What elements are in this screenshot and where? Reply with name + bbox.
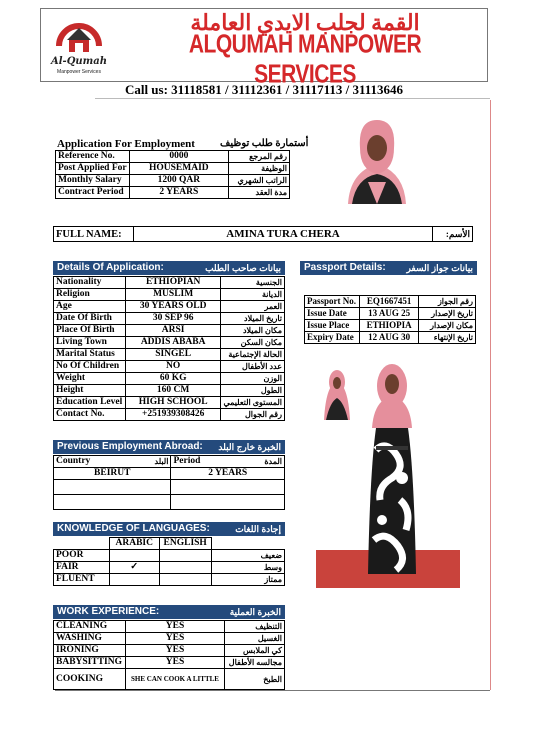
row-label-arabic: الوظيفة bbox=[229, 163, 290, 175]
column-header-period: Period bbox=[173, 456, 201, 466]
table-row bbox=[54, 621, 285, 633]
english-cell bbox=[159, 574, 211, 586]
row-label-arabic: المستوى التعليمي bbox=[221, 397, 285, 409]
table-row bbox=[305, 320, 476, 332]
table-row bbox=[56, 187, 290, 199]
full-name-value: AMINA TURA CHERA bbox=[133, 227, 432, 242]
divider bbox=[490, 100, 491, 690]
section-title-arabic: إجادة اللغات bbox=[235, 524, 281, 534]
table-row bbox=[54, 633, 285, 645]
row-label-arabic: الطول bbox=[221, 385, 285, 397]
row-label-arabic: عدد الأطفال bbox=[221, 361, 285, 373]
table-row bbox=[54, 550, 285, 562]
row-label-arabic: العمر bbox=[221, 301, 285, 313]
full-body-photo bbox=[316, 350, 460, 588]
table-row bbox=[54, 645, 285, 657]
row-value: 30 YEARS OLD bbox=[125, 301, 221, 313]
row-label: Expiry Date bbox=[305, 332, 360, 344]
row-label: Religion bbox=[54, 289, 126, 301]
row-label: Date Of Birth bbox=[54, 313, 126, 325]
row-label-arabic: مدة العقد bbox=[229, 187, 290, 199]
details-section-bar bbox=[53, 261, 285, 275]
table-row bbox=[56, 163, 290, 175]
row-label: Issue Place bbox=[305, 320, 360, 332]
logo-name: Al-Qumah bbox=[50, 56, 108, 67]
column-header-country: Country bbox=[56, 456, 91, 466]
row-label-arabic: مجالسه الأطفال bbox=[225, 657, 285, 669]
english-cell bbox=[159, 562, 211, 574]
row-value: 160 CM bbox=[125, 385, 221, 397]
languages-table bbox=[53, 537, 285, 586]
row-label: Marital Status bbox=[54, 349, 126, 361]
full-name-label-arabic: الأسم: bbox=[433, 227, 473, 242]
work-experience-section-bar bbox=[53, 605, 285, 619]
row-value: 13 AUG 25 bbox=[359, 308, 419, 320]
row-label-arabic: تاريخ الإنتهاء bbox=[419, 332, 476, 344]
row-label-arabic: رقم المرجع bbox=[229, 151, 290, 163]
table-header-row bbox=[54, 456, 285, 468]
row-value: EQ1667451 bbox=[359, 296, 419, 308]
section-title-arabic: بيانات صاحب الطلب bbox=[205, 263, 281, 273]
divider bbox=[95, 98, 490, 99]
row-label: Monthly Salary bbox=[56, 175, 130, 187]
arabic-cell: ✓ bbox=[109, 562, 159, 574]
row-label: No Of Children bbox=[54, 361, 126, 373]
row-value: YES bbox=[125, 645, 224, 657]
row-label-arabic: الديانة bbox=[221, 289, 285, 301]
row-value: SHE CAN COOK A LITTLE bbox=[125, 669, 224, 690]
section-title-arabic: الخبرة خارج البلد bbox=[218, 442, 281, 452]
row-value: ETHIOPIA bbox=[359, 320, 419, 332]
row-label-arabic: مكان السكن bbox=[221, 337, 285, 349]
arabic-cell bbox=[109, 550, 159, 562]
table-row bbox=[54, 468, 285, 480]
table-row bbox=[54, 361, 285, 373]
section-title: Passport Details: bbox=[304, 262, 386, 273]
row-value: +251939308426 bbox=[125, 409, 221, 421]
table-row bbox=[54, 325, 285, 337]
row-label: Age bbox=[54, 301, 126, 313]
row-label: Issue Date bbox=[305, 308, 360, 320]
form-title-arabic: أستمارة طلب توظيف bbox=[220, 138, 309, 149]
row-label: IRONING bbox=[54, 645, 126, 657]
table-row bbox=[54, 349, 285, 361]
period-cell bbox=[171, 480, 285, 495]
logo-subtitle: Manpower Services bbox=[57, 69, 101, 75]
row-label: Education Level bbox=[54, 397, 126, 409]
table-row bbox=[54, 373, 285, 385]
row-value: MUSLIM bbox=[125, 289, 221, 301]
column-header-period-arabic: المدة bbox=[264, 457, 282, 466]
country-cell bbox=[54, 495, 171, 510]
table-row bbox=[54, 574, 285, 586]
row-value: YES bbox=[125, 633, 224, 645]
table-row bbox=[54, 409, 285, 421]
section-title: WORK EXPERIENCE: bbox=[57, 606, 160, 617]
table-row bbox=[54, 657, 285, 669]
arabic-company-title: القمة لجلب الايدي العاملة bbox=[190, 10, 420, 35]
row-label: Height bbox=[54, 385, 126, 397]
row-label-arabic: الوزن bbox=[221, 373, 285, 385]
row-label: Post Applied For bbox=[56, 163, 130, 175]
row-value: YES bbox=[125, 621, 224, 633]
table-row bbox=[54, 397, 285, 409]
row-value: ARSI bbox=[125, 325, 221, 337]
row-label-arabic: تاريخ الميلاد bbox=[221, 313, 285, 325]
row-label-arabic: الطبخ bbox=[225, 669, 285, 690]
row-label: Weight bbox=[54, 373, 126, 385]
country-cell: BEIRUT bbox=[54, 468, 171, 480]
row-label-arabic: رقم الجواز bbox=[419, 296, 476, 308]
work-experience-table bbox=[53, 620, 285, 690]
row-label-arabic: الغسيل bbox=[225, 633, 285, 645]
level-label: POOR bbox=[54, 550, 110, 562]
row-value: NO bbox=[125, 361, 221, 373]
application-table bbox=[55, 150, 290, 199]
row-value: SINGEL bbox=[125, 349, 221, 361]
section-title: Details Of Application: bbox=[57, 262, 164, 273]
row-label-arabic: مكان الإصدار bbox=[419, 320, 476, 332]
row-value: 1200 QAR bbox=[129, 175, 228, 187]
table-row bbox=[54, 562, 285, 574]
row-label: Place Of Birth bbox=[54, 325, 126, 337]
languages-section-bar bbox=[53, 522, 285, 536]
level-label-arabic: وسط bbox=[211, 562, 284, 574]
column-header-english: ENGLISH bbox=[159, 538, 211, 550]
previous-employment-section-bar bbox=[53, 440, 285, 454]
table-header-row bbox=[54, 538, 285, 550]
row-label: WASHING bbox=[54, 633, 126, 645]
row-value: 30 SEP 96 bbox=[125, 313, 221, 325]
table-row bbox=[54, 289, 285, 301]
row-label: BABYSITTING bbox=[54, 657, 126, 669]
level-label-arabic: ضعيف bbox=[211, 550, 284, 562]
table-row bbox=[305, 296, 476, 308]
row-label: Nationality bbox=[54, 277, 126, 289]
passport-table bbox=[304, 295, 476, 344]
table-row bbox=[305, 308, 476, 320]
row-value: ADDIS ABABA bbox=[125, 337, 221, 349]
section-title-arabic: بيانات جواز السفر bbox=[406, 263, 473, 273]
level-label-arabic: ممتاز bbox=[211, 574, 284, 586]
company-logo bbox=[45, 16, 113, 76]
row-label: Living Town bbox=[54, 337, 126, 349]
level-label: FLUENT bbox=[54, 574, 110, 586]
table-row bbox=[54, 337, 285, 349]
full-name-table bbox=[53, 226, 473, 242]
section-title: KNOWLEDGE OF LANGUAGES: bbox=[57, 523, 210, 534]
row-value: 2 YEARS bbox=[129, 187, 228, 199]
row-label-arabic: كي الملابس bbox=[225, 645, 285, 657]
row-label-arabic: الراتب الشهري bbox=[229, 175, 290, 187]
row-label: COOKING bbox=[54, 669, 126, 690]
country-cell bbox=[54, 480, 171, 495]
table-row bbox=[54, 495, 285, 510]
section-title: Previous Employment Abroad: bbox=[57, 441, 203, 452]
row-label-arabic: الجنسية bbox=[221, 277, 285, 289]
details-table bbox=[53, 276, 285, 421]
row-value: HOUSEMAID bbox=[129, 163, 228, 175]
full-name-label: FULL NAME: bbox=[54, 227, 134, 242]
row-value: 0000 bbox=[129, 151, 228, 163]
row-label: Reference No. bbox=[56, 151, 130, 163]
row-label-arabic: رقم الجوال bbox=[221, 409, 285, 421]
column-header-arabic: ARABIC bbox=[109, 538, 159, 550]
table-row bbox=[305, 332, 476, 344]
row-value: 60 KG bbox=[125, 373, 221, 385]
section-title-arabic: الخبرة العملية bbox=[229, 607, 281, 617]
row-label-arabic: مكان الميلاد bbox=[221, 325, 285, 337]
row-value: YES bbox=[125, 657, 224, 669]
period-cell bbox=[171, 495, 285, 510]
headshot-photo bbox=[338, 112, 416, 204]
table-row bbox=[54, 669, 285, 690]
row-value: ETHIOPIAN bbox=[125, 277, 221, 289]
column-header-country-arabic: البلد bbox=[154, 457, 169, 466]
divider bbox=[55, 690, 490, 691]
call-us-line: Call us: 31118581 / 31112361 / 31117113 / 31113646 bbox=[124, 82, 404, 97]
row-value: 12 AUG 30 bbox=[359, 332, 419, 344]
table-row bbox=[54, 277, 285, 289]
previous-employment-table bbox=[53, 455, 285, 510]
table-row bbox=[56, 175, 290, 187]
english-cell bbox=[159, 550, 211, 562]
row-label: Passport No. bbox=[305, 296, 360, 308]
level-label: FAIR bbox=[54, 562, 110, 574]
row-label: Contract Period bbox=[56, 187, 130, 199]
table-row bbox=[54, 301, 285, 313]
table-row bbox=[54, 480, 285, 495]
row-value: HIGH SCHOOL bbox=[125, 397, 221, 409]
arabic-cell bbox=[109, 574, 159, 586]
table-row bbox=[54, 385, 285, 397]
row-label-arabic: التنظيف bbox=[225, 621, 285, 633]
period-cell: 2 YEARS bbox=[171, 468, 285, 480]
passport-section-bar bbox=[300, 261, 477, 275]
row-label: CLEANING bbox=[54, 621, 126, 633]
table-row bbox=[56, 151, 290, 163]
table-row bbox=[54, 313, 285, 325]
row-label-arabic: تاريخ الإصدار bbox=[419, 308, 476, 320]
form-title: Application For Employment bbox=[57, 138, 195, 150]
english-company-title: ALQUMAH MANPOWER SERVICES bbox=[188, 30, 422, 89]
row-label-arabic: الحالة الإجتماعية bbox=[221, 349, 285, 361]
row-label: Contact No. bbox=[54, 409, 126, 421]
